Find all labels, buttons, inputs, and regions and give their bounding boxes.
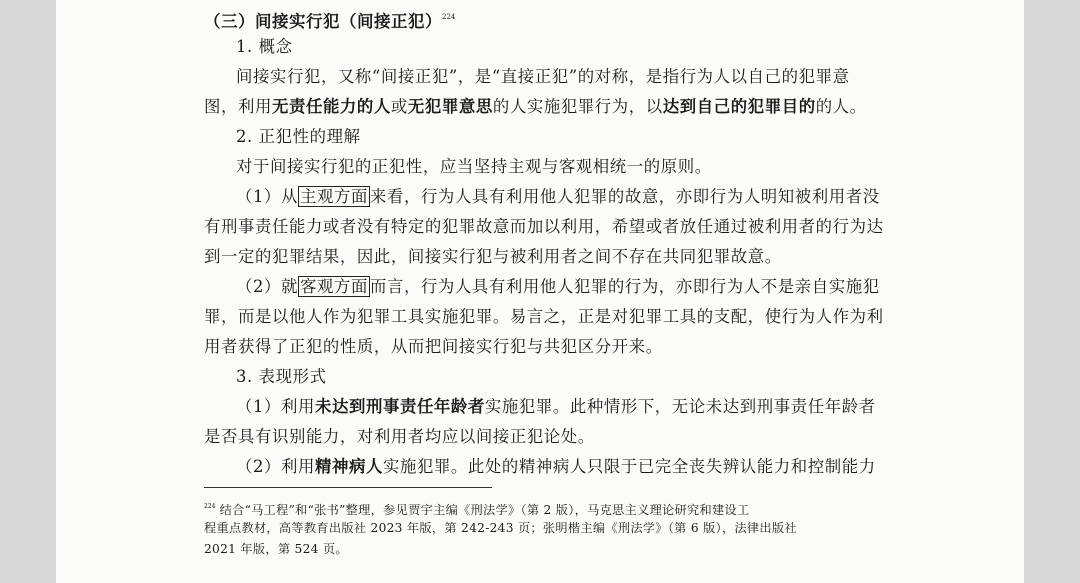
- subheading-concept: 1. 概念: [236, 37, 293, 56]
- paragraph-line: 用者获得了正犯的性质，从而把间接实行犯与共犯区分开来。: [204, 337, 663, 356]
- footnote-line: 程重点教材，高等教育出版社 2023 年版，第 242-243 页；张明楷主编《刑法学》（第 6 版），法律出版社: [204, 521, 797, 535]
- subheading-forms: 3. 表现形式: [236, 367, 327, 386]
- text-run: 的人实施犯罪行为，以: [492, 97, 663, 116]
- footnote-marker: 224: [204, 503, 216, 510]
- text-run: （2）利用: [236, 457, 315, 476]
- subheading-principal-nature: 2. 正犯性的理解: [236, 127, 361, 146]
- bold-term: 未达到刑事责任年龄者: [315, 397, 485, 416]
- paragraph-line: [236, 276, 880, 298]
- bold-term: 达到自己的犯罪目的: [662, 97, 816, 116]
- text-run: （1）利用: [236, 397, 315, 416]
- footnote-divider: [204, 487, 492, 488]
- text-run: 实施犯罪。此处的精神病人只限于已完全丧失辨认能力和控制能力: [382, 457, 876, 476]
- text-run: 的人。: [815, 97, 867, 116]
- text-run: 图，利用: [204, 97, 272, 116]
- footnote-line: 2021 年版，第 524 页。: [204, 542, 348, 556]
- text-run: （1）从: [236, 187, 298, 206]
- page-shadow-right: [1024, 0, 1080, 583]
- footnote-reference[interactable]: 224: [442, 13, 456, 21]
- page-shadow-left: [0, 0, 56, 583]
- document-page: [56, 0, 1024, 583]
- text-run: 来看，行为人具有利用他人犯罪的故意，亦即行为人明知被利用者没: [369, 187, 880, 206]
- boxed-term: 客观方面: [300, 277, 368, 296]
- paragraph-line: [236, 456, 876, 478]
- paragraph-line: 对于间接实行犯的正犯性，应当坚持主观与客观相统一的原则。: [236, 157, 712, 176]
- footnote-text: 结合“马工程”和“张书”整理，参见贾宇主编《刑法学》（第 2 版），马克思主义理论研究和建设工: [219, 503, 750, 517]
- bold-term: 精神病人: [315, 457, 383, 476]
- text-run: 而言，行为人具有利用他人犯罪的行为，亦即行为人不是亲自实施犯: [369, 277, 880, 296]
- paragraph-line: 是否具有识别能力，对利用者均应以间接正犯论处。: [204, 427, 595, 446]
- section-heading: [204, 6, 455, 33]
- paragraph-line: 有刑事责任能力或者没有特定的犯罪故意而加以利用，希望或者放任通过被利用者的行为达: [204, 217, 884, 236]
- boxed-term: 主观方面: [300, 187, 368, 206]
- paragraph-line: [236, 396, 876, 418]
- paragraph-line: [236, 186, 880, 208]
- paragraph-line: 罪，而是以他人作为犯罪工具实施犯罪。易言之，正是对犯罪工具的支配，使行为人作为利: [204, 307, 884, 326]
- section-heading-text: （三）间接实行犯（间接正犯）: [204, 12, 442, 31]
- paragraph-line: [204, 96, 867, 118]
- text-run: 实施犯罪。此种情形下，无论未达到刑事责任年龄者: [484, 397, 876, 416]
- paragraph-line: 间接实行犯，又称“间接正犯”，是“直接正犯”的对称，是指行为人以自己的犯罪意: [236, 67, 850, 86]
- text-run: （2）就: [236, 277, 298, 296]
- paragraph-line: 到一定的犯罪结果，因此，间接实行犯与被利用者之间不存在共同犯罪故意。: [204, 247, 782, 266]
- bold-term: 无犯罪意思: [407, 97, 493, 116]
- text-run: 或: [390, 97, 408, 116]
- bold-term: 无责任能力的人: [271, 97, 391, 116]
- footnote-line: [204, 497, 749, 520]
